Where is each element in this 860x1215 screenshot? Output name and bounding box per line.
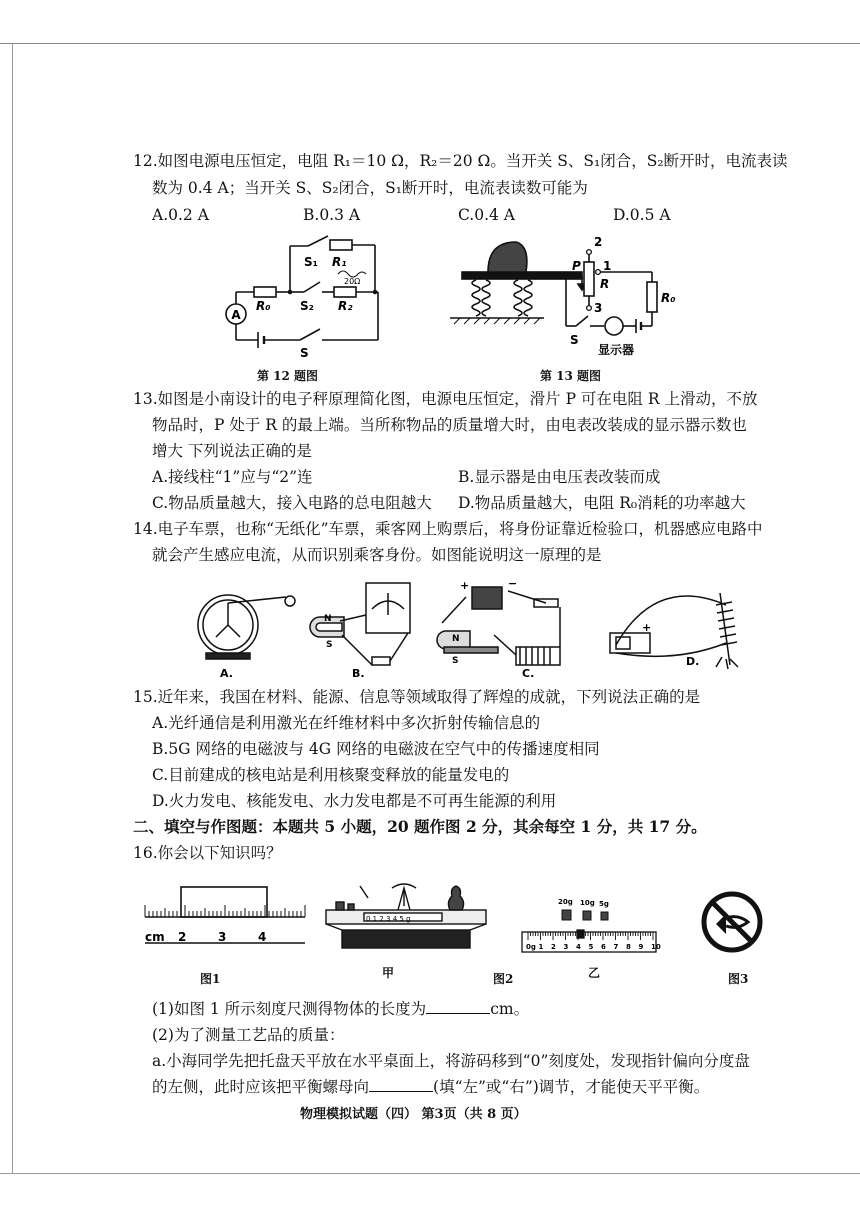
no-honking-sign-icon: [700, 890, 764, 954]
fig1-label: 图1: [200, 972, 221, 986]
ammeter-label: A: [231, 308, 241, 322]
q16-weights-figure: [520, 890, 660, 958]
yi-label: 乙: [588, 966, 601, 980]
rider-scale-label: 4: [576, 943, 581, 951]
weight-5g: 5g: [599, 900, 609, 908]
c-magnet-s: S: [452, 656, 459, 666]
jia-label: 甲: [382, 966, 395, 980]
terminal-2-label: 2: [594, 235, 603, 249]
q16-balance-figure: [322, 880, 490, 960]
q13-line2: 物品时，P 处于 R 的最上端。当所称物品的质量增大时，由电表改装成的显示器示数也: [152, 416, 747, 434]
q16-parta-line2: [152, 1076, 709, 1098]
terminal-1-label: 1: [603, 259, 612, 273]
q16-part1-before: (1)如图 1 所示刻度尺测得物体的长度为: [152, 1000, 427, 1018]
terminal-3-label: 3: [594, 301, 603, 315]
page-top-border: [0, 43, 860, 44]
q16-part1-blank[interactable]: [426, 999, 490, 1014]
c-battery-plus: +: [460, 579, 470, 592]
s-label-q13: S: [570, 333, 579, 347]
q13-option-c: C.物品质量越大，接入电路的总电阻越大: [152, 494, 432, 512]
d-battery-plus: +: [642, 621, 652, 634]
page-bottom-border: [0, 1173, 860, 1174]
q16-parta-after: (填“左”或“右”)调节，才能使天平平衡。: [433, 1078, 710, 1096]
q13-scale-diagram: [448, 232, 678, 362]
r0-label: R₀: [256, 299, 271, 313]
q14-line2: 就会产生感应电流，从而识别乘客身份。如图能说明这一原理的是: [152, 546, 602, 564]
section-2-heading: 二、填空与作图题：本题共 5 小题，20 题作图 2 分，其余每空 1 分，共 17 分。: [133, 817, 707, 836]
rider-scale-label: 2: [551, 943, 556, 951]
q16-stem: 16.你会以下知识吗？: [133, 844, 282, 862]
fig-label-c: C.: [522, 667, 535, 680]
r-label: R: [600, 277, 610, 291]
q12-option-a: A.0.2 A: [152, 206, 209, 224]
q12-caption: 第 12 题图: [257, 369, 319, 383]
r0-label-q13: R₀: [661, 291, 676, 305]
q15-option-a: A.光纤通信是利用激光在纤维材料中多次折射传输信息的: [152, 714, 541, 732]
q16-part1-after: cm。: [490, 1000, 530, 1018]
fig-label-d: D.: [686, 655, 700, 668]
q15-option-b: B.5G 网络的电磁波与 4G 网络的电磁波在空气中的传播速度相同: [152, 740, 600, 758]
q15-option-c: C.目前建成的核电站是利用核聚变释放的能量发电的: [152, 766, 510, 784]
fig-label-b: B.: [352, 667, 365, 680]
c-magnet-n: N: [452, 634, 460, 644]
q12-line1: 12.如图电源电压恒定，电阻 R₁＝10 Ω，R₂＝20 Ω。当开关 S、S₁闭合，S₂断开时，电流表读: [133, 152, 788, 170]
rider-scale-label: 3: [563, 943, 569, 951]
q13-line3: 增大 下列说法正确的是: [152, 442, 312, 460]
p-label: P: [572, 259, 581, 273]
ruler-unit: cm: [145, 930, 165, 944]
fig-label-a: A.: [220, 667, 233, 680]
rider-scale-label: 6: [601, 943, 606, 951]
q12-circuit-diagram: [220, 228, 400, 363]
q16-parta-before: 的左侧，此时应该把平衡螺母向: [152, 1078, 370, 1096]
q14-figures: [190, 575, 745, 680]
s-label: S: [300, 346, 309, 360]
q12-line2: 数为 0.4 A；当开关 S、S₂闭合，S₁断开时，电流表读数可能为: [152, 179, 588, 197]
s1-label: S₁: [304, 255, 318, 269]
q16-part2: (2)为了测量工艺品的质量：: [152, 1026, 345, 1044]
q13-caption: 第 13 题图: [540, 369, 602, 383]
q13-option-b: B.显示器是由电压表改装而成: [458, 468, 661, 486]
q12-option-b: B.0.3 A: [303, 206, 361, 224]
b-magnet-s: S: [326, 640, 333, 650]
q15-option-d: D.火力发电、核能发电、水力发电都是不可再生能源的利用: [152, 792, 557, 810]
rider-scale-label: 9: [638, 943, 644, 951]
q16-parta-blank[interactable]: [369, 1077, 433, 1092]
fig2-label: 图2: [493, 972, 514, 986]
s2-label: S₂: [300, 299, 314, 313]
b-magnet-n: N: [324, 614, 332, 624]
q13-option-d: D.物品质量越大，电阻 R₀消耗的功率越大: [458, 494, 746, 512]
q16-ruler-figure: [145, 885, 305, 957]
fig3-label: 图3: [728, 972, 749, 986]
display-label: 显示器: [598, 343, 635, 357]
q14-line1: 14.电子车票，也称“无纸化”车票，乘客网上购票后，将身份证靠近检验口，机器感应电路中: [133, 520, 763, 538]
q12-option-d: D.0.5 A: [613, 206, 671, 224]
c-battery-minus: −: [508, 577, 518, 590]
q15-stem: 15.近年来，我国在材料、能源、信息等领域取得了辉煌的成就，下列说法正确的是: [133, 688, 701, 706]
scribble-label: 20Ω: [344, 277, 361, 286]
q13-line1: 13.如图是小南设计的电子秤原理简化图，电源电压恒定，滑片 P 可在电阻 R 上滑动，不放: [133, 390, 758, 408]
weight-10g: 10g: [580, 899, 595, 907]
rider-scale-label: 7: [613, 943, 619, 951]
r1-label: R₁: [332, 255, 347, 269]
rider-scale-label: 1: [538, 943, 544, 951]
q16-part1: [152, 998, 529, 1020]
r2-label: R₂: [338, 299, 353, 313]
page-left-border: [12, 43, 13, 1173]
ruler-label-3: 3: [218, 930, 227, 944]
rider-scale-label: 8: [626, 943, 631, 951]
weight-20g: 20g: [558, 898, 573, 906]
page-footer: 物理模拟试题（四） 第3页（共 8 页）: [300, 1107, 527, 1122]
q16-parta-line1: a.小海同学先把托盘天平放在水平桌面上，将游码移到“0”刻度处，发现指针偏向分度盘: [152, 1052, 750, 1070]
q13-option-a: A.接线柱“1”应与“2”连: [152, 468, 313, 486]
ruler-label-4: 4: [258, 930, 267, 944]
rider-scale-label: 10: [651, 943, 661, 951]
ruler-label-2: 2: [178, 930, 187, 944]
balance-scale-labels: 0 1 2 3 4 5 g: [366, 915, 411, 923]
q12-option-c: C.0.4 A: [458, 206, 516, 224]
rider-scale-label: 5: [588, 943, 594, 951]
rider-scale-label: 0g: [526, 943, 536, 951]
